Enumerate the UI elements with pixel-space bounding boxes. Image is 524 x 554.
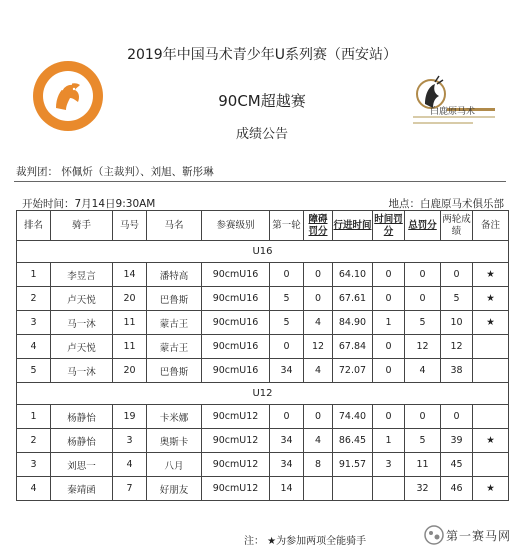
cell-class: 90cmU16 bbox=[202, 263, 270, 287]
cell-ride-time: 64.10 bbox=[333, 263, 373, 287]
cell-rider: 杨静怡 bbox=[51, 405, 113, 429]
cell-obstacle-penalty: 0 bbox=[304, 263, 333, 287]
table-row bbox=[17, 405, 509, 429]
cell-class: 90cmU16 bbox=[202, 311, 270, 335]
cell-horse-name: 八月 bbox=[147, 453, 202, 477]
cell-remark bbox=[473, 335, 509, 359]
col-two-round-score: 两轮成绩 bbox=[441, 211, 473, 241]
cell-ride-time: 74.40 bbox=[333, 405, 373, 429]
cell-obstacle-penalty: 8 bbox=[304, 453, 333, 477]
cell-two-round-score: 46 bbox=[441, 477, 473, 501]
cell-time-penalty: 0 bbox=[373, 359, 405, 383]
cell-horse-name: 巴鲁斯 bbox=[147, 359, 202, 383]
col-remark: 备注 bbox=[473, 211, 509, 241]
cell-rider: 秦靖函 bbox=[51, 477, 113, 501]
table-header-row bbox=[17, 211, 509, 241]
cell-obstacle-penalty bbox=[304, 477, 333, 501]
cell-total-penalty: 32 bbox=[405, 477, 441, 501]
cell-rank: 1 bbox=[17, 263, 51, 287]
right-logo-text: 白鹿原马术 bbox=[430, 107, 476, 117]
cell-remark bbox=[473, 453, 509, 477]
table-row bbox=[17, 287, 509, 311]
cell-ride-time: 67.61 bbox=[333, 287, 373, 311]
cell-total-penalty: 0 bbox=[405, 263, 441, 287]
cell-horse-no: 20 bbox=[113, 287, 147, 311]
footnote: 注： ★为参加两项全能骑手 bbox=[244, 536, 367, 547]
cell-class: 90cmU12 bbox=[202, 429, 270, 453]
cell-obstacle-penalty: 4 bbox=[304, 311, 333, 335]
cell-round1: 34 bbox=[270, 429, 304, 453]
cell-class: 90cmU16 bbox=[202, 287, 270, 311]
table-row bbox=[17, 429, 509, 453]
bailuyuan-logo-icon bbox=[405, 72, 499, 132]
class-title: 90CM超越赛 bbox=[218, 92, 306, 110]
watermark-text: 第一赛马网 bbox=[446, 529, 512, 543]
cell-rider: 马一沐 bbox=[51, 359, 113, 383]
cell-total-penalty: 0 bbox=[405, 405, 441, 429]
cell-obstacle-penalty: 0 bbox=[304, 287, 333, 311]
col-horse-name: 马名 bbox=[147, 211, 202, 241]
cell-time-penalty: 1 bbox=[373, 311, 405, 335]
col-ride-time: 行进时间 bbox=[333, 211, 373, 241]
cell-horse-name: 潘特高 bbox=[147, 263, 202, 287]
cell-total-penalty: 11 bbox=[405, 453, 441, 477]
cell-two-round-score: 0 bbox=[441, 405, 473, 429]
col-rank: 排名 bbox=[17, 211, 51, 241]
cell-rider: 马一沐 bbox=[51, 311, 113, 335]
start-time: 开始时间：7月14日9:30AM bbox=[22, 198, 156, 210]
cell-rider: 卢天悦 bbox=[51, 335, 113, 359]
cell-total-penalty: 4 bbox=[405, 359, 441, 383]
cell-time-penalty: 0 bbox=[373, 335, 405, 359]
table-row bbox=[17, 335, 509, 359]
group-label: U16 bbox=[17, 241, 509, 263]
cell-obstacle-penalty: 4 bbox=[304, 429, 333, 453]
venue: 地点：白鹿原马术俱乐部 bbox=[388, 198, 504, 210]
cell-ride-time: 72.07 bbox=[333, 359, 373, 383]
cell-rank: 4 bbox=[17, 335, 51, 359]
cell-ride-time: 91.57 bbox=[333, 453, 373, 477]
cell-remark: ★ bbox=[473, 311, 509, 335]
cell-round1: 5 bbox=[270, 311, 304, 335]
cell-remark: ★ bbox=[473, 477, 509, 501]
cell-ride-time bbox=[333, 477, 373, 501]
col-class: 参赛级别 bbox=[202, 211, 270, 241]
col-time-penalty: 时间罚分 bbox=[373, 211, 405, 241]
cell-two-round-score: 5 bbox=[441, 287, 473, 311]
cell-ride-time: 67.84 bbox=[333, 335, 373, 359]
cell-ride-time: 86.45 bbox=[333, 429, 373, 453]
cell-round1: 34 bbox=[270, 453, 304, 477]
cell-two-round-score: 0 bbox=[441, 263, 473, 287]
cell-rank: 5 bbox=[17, 359, 51, 383]
cell-round1: 5 bbox=[270, 287, 304, 311]
cell-horse-no: 7 bbox=[113, 477, 147, 501]
cell-horse-name: 奥斯卡 bbox=[147, 429, 202, 453]
cell-round1: 34 bbox=[270, 359, 304, 383]
cell-class: 90cmU16 bbox=[202, 359, 270, 383]
group-row bbox=[17, 241, 509, 263]
cell-time-penalty: 1 bbox=[373, 429, 405, 453]
cell-horse-name: 蒙古王 bbox=[147, 335, 202, 359]
group-label: U12 bbox=[17, 383, 509, 405]
cell-time-penalty: 3 bbox=[373, 453, 405, 477]
divider bbox=[14, 181, 506, 182]
cell-remark: ★ bbox=[473, 263, 509, 287]
cell-obstacle-penalty: 12 bbox=[304, 335, 333, 359]
table-row bbox=[17, 477, 509, 501]
cell-remark bbox=[473, 359, 509, 383]
cell-horse-name: 卡米娜 bbox=[147, 405, 202, 429]
col-horse-no: 马号 bbox=[113, 211, 147, 241]
col-obstacle-penalty: 障碍罚分 bbox=[304, 211, 333, 241]
table-row bbox=[17, 453, 509, 477]
group-row bbox=[17, 383, 509, 405]
cell-horse-no: 11 bbox=[113, 335, 147, 359]
cell-obstacle-penalty: 4 bbox=[304, 359, 333, 383]
cell-time-penalty: 0 bbox=[373, 263, 405, 287]
cell-horse-name: 蒙古王 bbox=[147, 311, 202, 335]
cell-class: 90cmU16 bbox=[202, 335, 270, 359]
cea-logo-icon bbox=[32, 60, 104, 132]
cell-horse-no: 4 bbox=[113, 453, 147, 477]
cell-time-penalty: 0 bbox=[373, 287, 405, 311]
cell-class: 90cmU12 bbox=[202, 477, 270, 501]
cell-rider: 杨静怡 bbox=[51, 429, 113, 453]
cell-rank: 2 bbox=[17, 429, 51, 453]
cell-round1: 0 bbox=[270, 263, 304, 287]
cell-total-penalty: 0 bbox=[405, 287, 441, 311]
referees-line: 裁判团： 怀佩炘（主裁判）、刘旭、靳彤琳 bbox=[16, 166, 214, 178]
col-rider: 骑手 bbox=[51, 211, 113, 241]
cell-horse-no: 19 bbox=[113, 405, 147, 429]
cell-two-round-score: 45 bbox=[441, 453, 473, 477]
cell-horse-no: 20 bbox=[113, 359, 147, 383]
cell-horse-no: 14 bbox=[113, 263, 147, 287]
cell-rider: 卢天悦 bbox=[51, 287, 113, 311]
cell-total-penalty: 5 bbox=[405, 311, 441, 335]
results-table bbox=[16, 210, 509, 501]
cell-rank: 2 bbox=[17, 287, 51, 311]
cell-rank: 4 bbox=[17, 477, 51, 501]
document-title: 成绩公告 bbox=[235, 127, 288, 142]
cell-round1: 14 bbox=[270, 477, 304, 501]
cell-rider: 李昱言 bbox=[51, 263, 113, 287]
cell-class: 90cmU12 bbox=[202, 405, 270, 429]
table-row bbox=[17, 359, 509, 383]
cell-obstacle-penalty: 0 bbox=[304, 405, 333, 429]
table-row bbox=[17, 263, 509, 287]
cell-remark: ★ bbox=[473, 287, 509, 311]
cell-two-round-score: 38 bbox=[441, 359, 473, 383]
table-row bbox=[17, 311, 509, 335]
cell-horse-name: 巴鲁斯 bbox=[147, 287, 202, 311]
cell-round1: 0 bbox=[270, 405, 304, 429]
cell-two-round-score: 12 bbox=[441, 335, 473, 359]
cell-remark bbox=[473, 405, 509, 429]
cell-rank: 3 bbox=[17, 453, 51, 477]
cell-horse-name: 好朋友 bbox=[147, 477, 202, 501]
cell-two-round-score: 39 bbox=[441, 429, 473, 453]
cell-remark: ★ bbox=[473, 429, 509, 453]
cell-rank: 3 bbox=[17, 311, 51, 335]
cell-rider: 刘思一 bbox=[51, 453, 113, 477]
cell-total-penalty: 5 bbox=[405, 429, 441, 453]
cell-time-penalty: 0 bbox=[373, 405, 405, 429]
cell-ride-time: 84.90 bbox=[333, 311, 373, 335]
cell-time-penalty bbox=[373, 477, 405, 501]
cell-rank: 1 bbox=[17, 405, 51, 429]
cell-round1: 0 bbox=[270, 335, 304, 359]
cell-horse-no: 3 bbox=[113, 429, 147, 453]
col-total-penalty: 总罚分 bbox=[405, 211, 441, 241]
col-round1: 第一轮 bbox=[270, 211, 304, 241]
cell-horse-no: 11 bbox=[113, 311, 147, 335]
cell-total-penalty: 12 bbox=[405, 335, 441, 359]
event-title: 2019年中国马术青少年U系列赛（西安站） bbox=[127, 47, 397, 63]
cell-two-round-score: 10 bbox=[441, 311, 473, 335]
cell-class: 90cmU12 bbox=[202, 453, 270, 477]
